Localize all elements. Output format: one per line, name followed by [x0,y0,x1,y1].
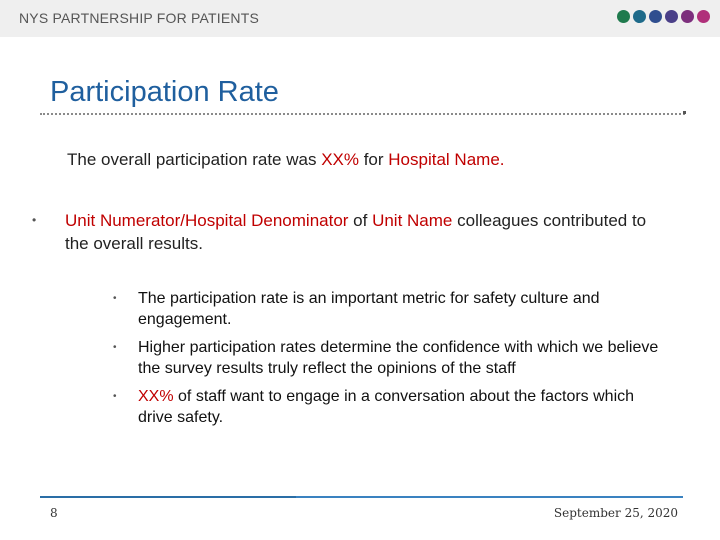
sub-bullet-list [113,288,673,435]
sub-bullet-text: of staff want to engage in a conversation about the factors which drive safety. [138,388,635,426]
sub-bullet-text: The participation rate is an important metric for safety culture and engagement. [138,290,600,328]
summary-line [67,150,505,170]
list-item [113,337,673,379]
green-dot-icon [617,10,630,23]
main-bullet-marker: • [32,213,37,227]
unit-placeholder: Unit Name [372,211,453,230]
navy-dot-icon [649,10,662,23]
header-bar [0,0,720,37]
main-bullet-text2: colleagues contributed to the overall results. [65,211,647,253]
staff-rate-placeholder: XX% [138,388,174,405]
sub-bullet-marker: • [113,293,117,304]
summary-middle: for [358,150,389,169]
list-item [113,288,673,330]
teal-dot-icon [633,10,646,23]
sub-bullet-marker: • [113,391,117,402]
footer-divider [40,496,683,498]
rate-placeholder: XX% [321,150,359,169]
page-number: 8 [50,506,58,520]
indigo-dot-icon [665,10,678,23]
numerator-placeholder: Unit Numerator/Hospital Denominator [65,211,349,230]
footer-date: September 25, 2020 [553,506,678,520]
footer-divider-left [40,496,296,498]
main-bullet-text1: of [348,211,373,230]
title-divider [40,113,685,115]
summary-prefix: The overall participation rate was [67,150,322,169]
sub-bullet-text: Higher participation rates determine the confidence with which we believe the survey results truly reflect the opinions of the staff [138,339,659,377]
purple-dot-icon [681,10,694,23]
slide-title: Participation Rate [50,76,279,108]
organization-name: NYS PARTNERSHIP FOR PATIENTS [19,10,260,26]
brand-dots [617,10,710,24]
summary-suffix: . [499,150,505,169]
sub-bullet-marker: • [113,342,117,353]
magenta-dot-icon [697,10,710,23]
hospital-placeholder: Hospital Name [388,150,500,169]
footer-divider-right [296,496,683,498]
list-item [113,386,673,428]
divider-end-dot [683,111,686,114]
main-bullet-text [65,209,665,255]
